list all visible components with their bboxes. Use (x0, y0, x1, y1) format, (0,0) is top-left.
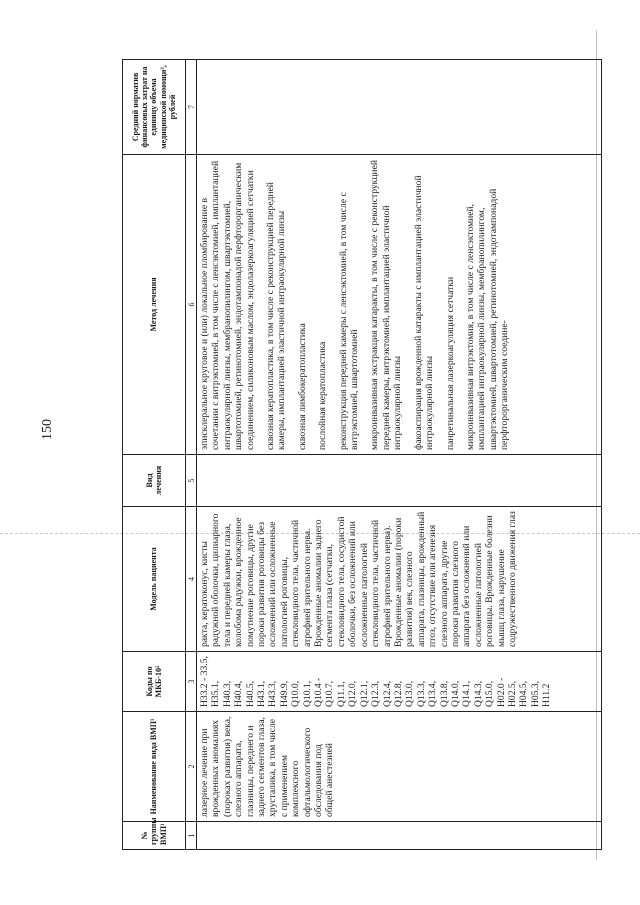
method-item: панретинальная лазеркоагуляция сетчатки (444, 276, 456, 450)
vmp-name-text: лазерное лечение при врожденных аномалиях (пороках развития) века, слезного аппарата, глазницы, переднего и заднего сегментов глаза, хрусталика, в том числе с применением комплексного офтальмологического обследования под общей анестезией (199, 716, 336, 817)
header-group-number: № группы ВМП¹ (123, 822, 186, 850)
cell-vmp-name (197, 712, 602, 822)
column-number: 4 (186, 507, 197, 652)
column-number: 3 (186, 652, 197, 712)
header-treatment-method: Метод лечения (123, 155, 186, 455)
header-patient-model: Модель пациента (123, 507, 186, 652)
page-number: 150 (40, 419, 55, 440)
cell-group-number (197, 822, 602, 850)
table-row (197, 60, 602, 850)
method-item: эписклеральное круговое и (или) локальное пломбирование в сочетании с витрэктомией, в том числе с ленсэктомией, имплантацией интраокулярной линзы, мембранопилингом, швартэктомией, швартотомией, ретинотомией, эндотампонадой перфторорганическим соединением, силиконовым маслом, эндолазеркоагуляцией сетчатки (199, 160, 256, 450)
method-item: микроинвазивная экстракция катаракты, в том числе с реконструкцией передней камеры, витрэктомией, имплантацией эластичной интраокулярной линзы (369, 160, 404, 450)
cell-icd-codes (197, 652, 602, 712)
method-item: сквозная лимбокератопластика (296, 323, 308, 450)
method-item: микроинвазивная витрэктомия, в том числе с ленсэктомией, имплантацией интраокулярной линзы, мембранопилингом, швартэктомией, швартотомией, ретинотомией, эндотампонадой перфторорганическим соедине- (464, 188, 511, 450)
header-icd-codes: Коды по МКБ-10² (123, 652, 186, 712)
column-number: 6 (186, 155, 197, 455)
rotated-table-container (122, 60, 617, 850)
column-number: 7 (186, 60, 197, 155)
header-vmp-name: Наименование вида ВМП¹ (123, 712, 186, 822)
header-cost-standard: Средний норматив финансовых затрат на единицу объема медицинской помощи³, рублей (123, 60, 186, 155)
method-item: реконструкция передней камеры с ленсэктомией, в том числе с витрэктомией, швартотомией (337, 192, 361, 450)
cell-treatment-type (197, 455, 602, 507)
cell-cost-standard (197, 60, 602, 155)
icd-codes-text: H33.2 - 33.5, H35.1, H40.3, H40.4, H40.5, H43.1, H43.3, H49.9, Q10.0, Q10.1, Q10.4 - Q10.7, Q11.1, Q12.0, Q12.1, Q12.3, Q12.4, Q12.8, Q13.0, Q13.3, Q13.4, Q13.8, Q14.0, Q14.1, Q14.3, Q15.0, H02.0 - H02.5, H04.5, H05.3, H11.2 (199, 656, 553, 707)
column-number: 5 (186, 455, 197, 507)
method-item: послойная кератопластика (317, 341, 329, 450)
header-treatment-type: Вид лечения (123, 455, 186, 507)
cell-patient-model (197, 507, 602, 652)
cell-treatment-methods (197, 155, 602, 455)
method-item: сквозная кератопластика, в том числе с реконструкцией передней камеры, имплантацией эластичной интраокулярной линзы (265, 182, 288, 450)
column-number: 1 (186, 822, 197, 850)
header-row (123, 60, 186, 850)
patient-model-text: ракта, кератоконус, кисты радужной оболочки, цилиарного тела и передней камеры глаза, колобома радужки, врожденное помутнение роговицы, другие пороки развития роговицы без осложнений или осложненные патологией роговицы, стекловидного тела, частичной атрофией зрительного нерва. Врожденные аномалии заднего сегмента глаза (сетчатки, стекловидного тела, сосудистой оболочки, без осложнений или осложненные патологией стекловидного тела, частичной атрофией зрительного нерва). Врожденные аномалии (пороки развития) век, слезного аппарата, глазницы, врожденный птоз, отсутствие или агенезия слезного аппарата, другие пороки развития слезного аппарата без осложнений или осложненные патологией роговицы. Врожденные болезни мышц глаза, нарушение содружественного движения глаз (199, 511, 518, 647)
column-number-row (186, 60, 197, 850)
column-number: 2 (186, 712, 197, 822)
vmp-table (122, 59, 602, 850)
method-item: факоаспирация врожденной катаракты с имплантацией эластичной интраокулярной линзы (412, 175, 436, 450)
